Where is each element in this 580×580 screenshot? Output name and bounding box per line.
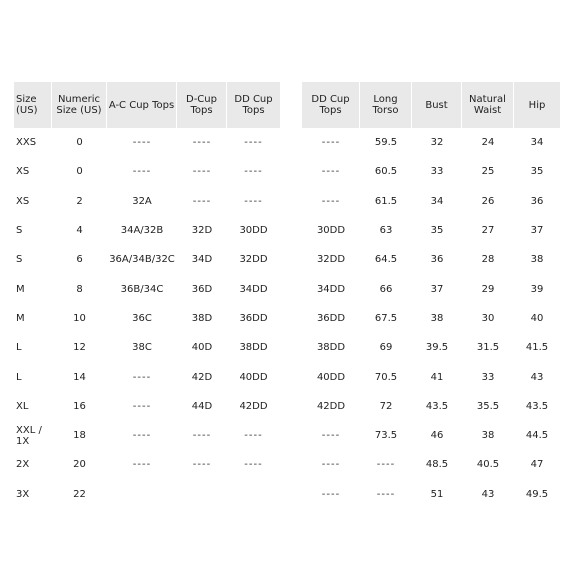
table-cell: 31.5 (476, 342, 500, 354)
table-cell: ---- (192, 459, 212, 471)
table-cell: 32 (430, 137, 444, 149)
table-cell: 43.5 (425, 400, 449, 412)
table-cell: 36 (430, 254, 444, 266)
table-cell: 43 (481, 488, 495, 500)
table-cell: 8 (76, 283, 83, 295)
table-cell: 0 (76, 137, 83, 149)
table-cell: 67.5 (374, 312, 398, 324)
table-cell: XXS (16, 137, 37, 149)
table-cell: ---- (132, 459, 152, 471)
table-cell: 36B/34C (120, 283, 164, 295)
table-cell: 30DD (316, 225, 346, 237)
table-cell: 10 (73, 312, 86, 324)
table-cell: 34DD (316, 283, 346, 295)
table-cell (107, 480, 177, 506)
table-cell: 48.5 (425, 459, 449, 471)
table-cell: 38 (530, 254, 544, 266)
table-cell: 36C (132, 312, 152, 324)
table-row (14, 480, 280, 506)
table-cell: S (16, 225, 23, 237)
table-cell: 32DD (239, 254, 268, 266)
table-row (14, 157, 280, 186)
table-row (302, 421, 560, 450)
table-cell: 39.5 (425, 342, 449, 354)
table-cell: 39 (530, 283, 544, 295)
table-row (302, 187, 560, 216)
table-row (14, 187, 280, 216)
table-cell: 37 (430, 283, 444, 295)
table-cell: 34A/32B (120, 225, 164, 237)
table-cell: 18 (73, 430, 86, 442)
column-header: A-C Cup Tops (107, 82, 177, 128)
table-cell: 2X (16, 459, 30, 471)
table-cell: 41.5 (525, 342, 549, 354)
table-cell: 38 (430, 312, 444, 324)
table-cell: 6 (76, 254, 83, 266)
table-row (302, 304, 560, 333)
table-cell: 38C (132, 342, 152, 354)
table-cell: M (16, 312, 25, 324)
table-cell: XXL / 1X (16, 424, 42, 447)
table-cell: 38 (481, 430, 495, 442)
table-cell: ---- (321, 459, 341, 471)
table-cell: ---- (244, 166, 263, 178)
table-cell: 30DD (239, 225, 268, 237)
table-cell: XS (16, 166, 30, 178)
table-cell: 0 (76, 166, 83, 178)
table-cell: 29 (481, 283, 495, 295)
table-cell: 26 (481, 195, 495, 207)
table-row (14, 421, 280, 450)
table-cell: 59.5 (374, 137, 398, 149)
table-cell (227, 480, 280, 506)
table-cell: 33 (430, 166, 444, 178)
table-cell: ---- (132, 430, 152, 442)
table-row (14, 392, 280, 421)
table-cell: 32A (132, 195, 152, 207)
table-cell: ---- (244, 430, 263, 442)
table-cell: 42D (191, 371, 213, 383)
table-cell: 4 (76, 225, 83, 237)
table-cell: 36DD (316, 312, 346, 324)
table-cell: 40D (191, 342, 213, 354)
table-cell: 64.5 (374, 254, 398, 266)
table-row (14, 333, 280, 362)
table-cell: ---- (192, 430, 212, 442)
table-cell: 42DD (239, 400, 268, 412)
table-row (14, 245, 280, 274)
table-cell: 12 (73, 342, 86, 354)
column-header: Numeric Size (US) (52, 82, 107, 128)
table-cell: 32D (191, 225, 213, 237)
table-row (14, 128, 280, 157)
table-cell: 44D (191, 400, 213, 412)
table-cell: ---- (244, 195, 263, 207)
table-cell: XS (16, 195, 30, 207)
table-cell: 41 (430, 371, 444, 383)
table-cell: 35.5 (476, 400, 500, 412)
table-header-row (302, 82, 560, 128)
table-cell: ---- (132, 371, 152, 383)
table-cell: ---- (244, 137, 263, 149)
table-cell: 43 (530, 371, 544, 383)
table-cell: ---- (321, 430, 341, 442)
table-cell: 73.5 (374, 430, 398, 442)
table-cell: ---- (244, 459, 263, 471)
table-cell: 28 (481, 254, 495, 266)
table-row (302, 216, 560, 245)
table-cell: L (16, 371, 22, 383)
table-cell: ---- (132, 137, 152, 149)
column-header: Hip (514, 82, 560, 128)
table-cell: 33 (481, 371, 495, 383)
table-cell: 14 (73, 371, 86, 383)
table-cell: 30 (481, 312, 495, 324)
table-cell: 34 (430, 195, 444, 207)
table-cell: 35 (530, 166, 544, 178)
table-row (302, 128, 560, 157)
table-cell: 38DD (239, 342, 268, 354)
table-row (302, 333, 560, 362)
column-header: Natural Waist (462, 82, 514, 128)
table-cell: ---- (321, 488, 341, 500)
column-header: Size (US) (14, 82, 52, 128)
size-table-right (302, 82, 560, 506)
table-cell: ---- (192, 137, 212, 149)
size-table-left (14, 82, 280, 506)
table-cell: 44.5 (525, 430, 549, 442)
table-cell: ---- (321, 195, 341, 207)
column-header: Long Torso (360, 82, 412, 128)
table-row (302, 274, 560, 303)
table-cell: 61.5 (374, 195, 398, 207)
table-cell: 40 (530, 312, 544, 324)
table-cell: 25 (481, 166, 495, 178)
table-cell: 49.5 (525, 488, 549, 500)
table-cell: ---- (132, 400, 152, 412)
table-cell: 16 (73, 400, 86, 412)
table-cell: L (16, 342, 22, 354)
table-cell: 37 (530, 225, 544, 237)
table-cell: 3X (16, 488, 30, 500)
column-header: Bust (412, 82, 462, 128)
table-cell: XL (16, 400, 29, 412)
table-header-row (14, 82, 280, 128)
table-cell: 40.5 (476, 459, 500, 471)
table-cell: 20 (73, 459, 86, 471)
table-row (302, 362, 560, 391)
table-cell: 24 (481, 137, 495, 149)
table-row (302, 245, 560, 274)
table-cell: 72 (379, 400, 393, 412)
table-cell: 35 (430, 225, 444, 237)
column-header: D-Cup Tops (177, 82, 227, 128)
table-cell: 38D (191, 312, 213, 324)
table-cell: ---- (192, 195, 212, 207)
table-cell: ---- (132, 166, 152, 178)
table-cell: 63 (379, 225, 393, 237)
table-cell: 43.5 (525, 400, 549, 412)
table-cell: 51 (430, 488, 444, 500)
table-cell: 46 (430, 430, 444, 442)
table-cell: 42DD (316, 400, 346, 412)
table-cell: 69 (379, 342, 393, 354)
table-cell: ---- (376, 488, 396, 500)
table-cell: 34 (530, 137, 544, 149)
table-cell: 47 (530, 459, 544, 471)
table-cell: ---- (376, 459, 396, 471)
table-row (302, 480, 560, 506)
table-cell: 36D (191, 283, 213, 295)
table-cell: S (16, 254, 23, 266)
table-row (14, 362, 280, 391)
table-cell: 36A/34B/32C (109, 254, 175, 266)
table-cell: 32DD (316, 254, 346, 266)
column-header: DD Cup Tops (227, 82, 280, 128)
column-header: DD Cup Tops (302, 82, 360, 128)
table-cell: 2 (76, 195, 83, 207)
table-cell: 40DD (239, 371, 268, 383)
table-cell: 22 (73, 488, 86, 500)
table-cell: ---- (192, 166, 212, 178)
table-row (14, 274, 280, 303)
table-cell: 34D (191, 254, 213, 266)
table-cell (177, 480, 227, 506)
table-cell: 27 (481, 225, 495, 237)
table-row (14, 450, 280, 479)
table-cell: 38DD (316, 342, 346, 354)
table-row (14, 216, 280, 245)
table-row (302, 450, 560, 479)
table-cell: 70.5 (374, 371, 398, 383)
table-cell: ---- (321, 137, 341, 149)
table-cell: M (16, 283, 25, 295)
table-cell: 36DD (239, 312, 268, 324)
size-chart-table (14, 82, 280, 506)
table-cell: 66 (379, 283, 393, 295)
table-row (302, 392, 560, 421)
measurement-chart-table (302, 82, 560, 506)
table-row (302, 157, 560, 186)
table-cell: 34DD (239, 283, 268, 295)
table-cell: 60.5 (374, 166, 398, 178)
table-cell: ---- (321, 166, 341, 178)
table-cell: 36 (530, 195, 544, 207)
table-row (14, 304, 280, 333)
table-cell: 40DD (316, 371, 346, 383)
